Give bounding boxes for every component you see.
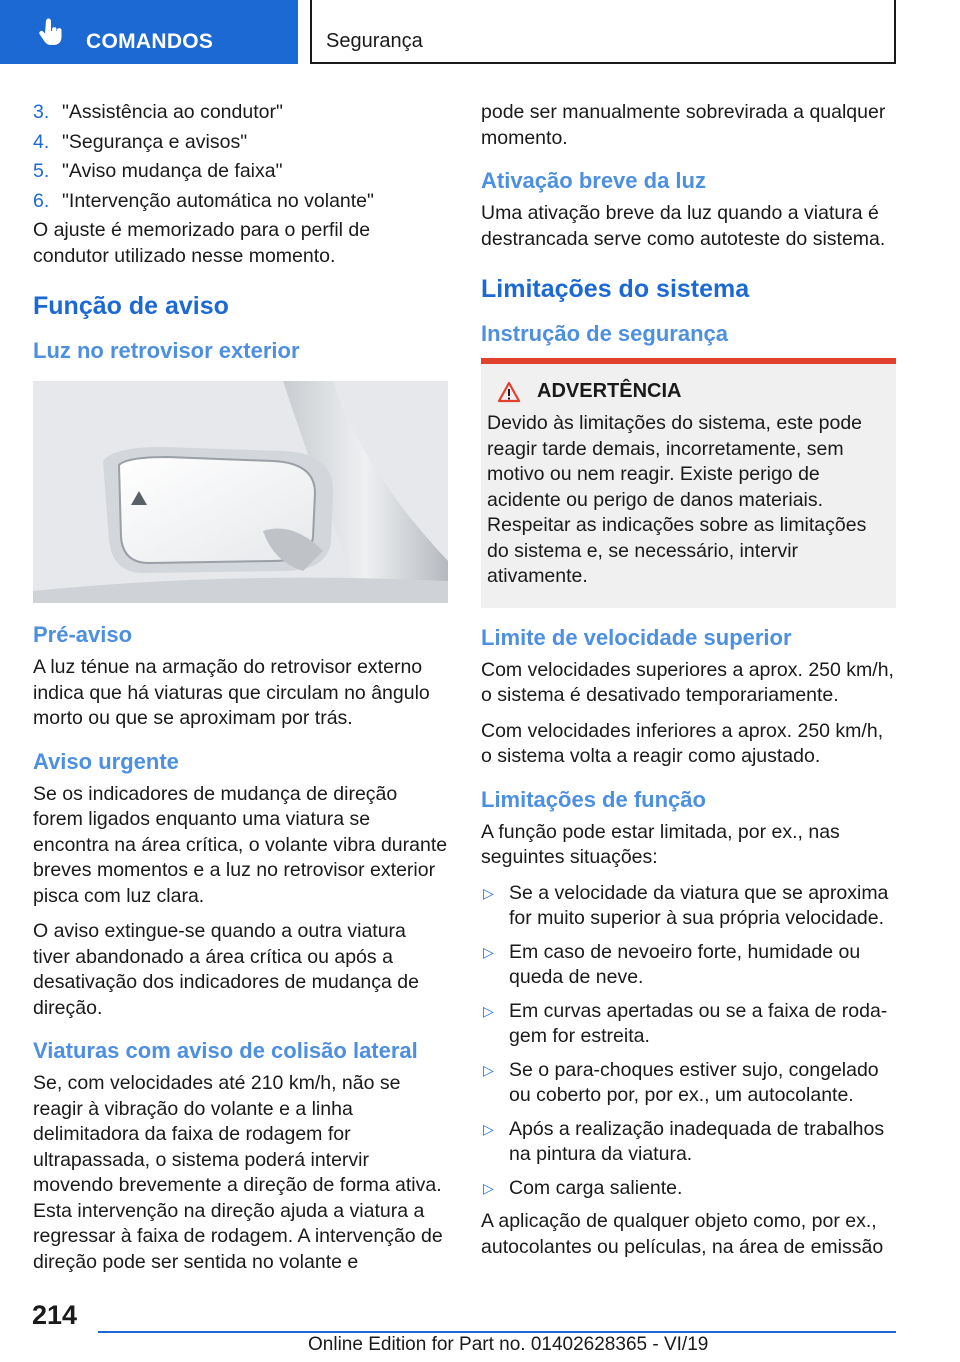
list-item-number: 6. [33, 189, 50, 212]
limitations-list [481, 881, 896, 1202]
paragraph: A luz ténue na armação do retrovisor externo indica que há viaturas que circulam no ângulo morto ou que se aproximam por trás. [33, 656, 430, 729]
heading-aviso-urgente: Aviso urgente [33, 748, 179, 774]
left-column [33, 100, 448, 1285]
list-item-text: Após a realização inadequada de trabalhos na pintura da viatura. [509, 1117, 885, 1165]
paragraph: O ajuste é memorizado para o perfil de condutor utilizado nesse momento. [33, 219, 371, 267]
heading-limitacoes-funcao: Limitações de função [481, 786, 706, 812]
list-item-text: "Assistência ao condutor" [62, 101, 283, 123]
list-item-text: "Segurança e avisos" [62, 130, 248, 153]
right-column [481, 100, 896, 1270]
list-item-number: 4. [33, 130, 50, 153]
list-item-text: Se o para-choques estiver sujo, congelado ou coberto por, por ex., um autocolante. [509, 1058, 879, 1106]
heading-limitacoes-sistema: Limitações do sistema [481, 275, 750, 303]
warning-title [487, 380, 888, 403]
list-item-text: "Intervenção automática no volante" [62, 189, 374, 212]
warning-text: Devido às limitações do sistema, este pode reagir tarde demais, incorretamente, sem motivo ou nem reagir. Existe perigo de acidente ou perigo de danos materiais. Respeitar as indicações sobre as limitações do sistema e, se necessário, intervir ativamente. [487, 412, 867, 587]
paragraph: Com velocidades inferiores a aprox. 250 km/h, o sistema volta a reagir como ajustado. [481, 719, 884, 767]
paragraph: Se os indicadores de mudança de direção forem ligados enquanto uma viatura se encontra na área crítica, o volante vibra durante breves momentos e a luz no retrovisor exterior pisca com luz clara. [33, 782, 448, 907]
paragraph: A função pode estar limitada, por ex., nas seguintes situações: [481, 820, 840, 868]
paragraph: Com velocidades superiores a aprox. 250 km/h, o sistema é desativado temporariamente. [481, 658, 894, 706]
list-item-number: 5. [33, 160, 50, 182]
paragraph: pode ser manualmente sobrevirada a qualquer momento. [481, 101, 886, 149]
paragraph: Se, com velocidades até 210 km/h, não se reagir à vibração do volante e a linha delimitadora da faixa de rodagem for ultrapassada, o sistema poderá intervir movendo brevemente a direção de forma ativa. Esta intervenção na direção ajuda a viatura a regressar à faixa de rodagem. A intervenção de direção pode ser sentida no volante e [33, 1072, 443, 1273]
list-item [481, 881, 896, 932]
side-mirror-image [33, 381, 448, 603]
paragraph: O aviso extingue-se quando a outra viatura tiver abandonado a área crítica ou após a desativação dos indicadores de mudança de direção. [33, 920, 419, 1019]
triangle-bullet-icon: ▷ [483, 884, 494, 901]
heading-ativacao-breve: Ativação breve da luz [481, 168, 706, 193]
triangle-bullet-icon: ▷ [483, 1120, 494, 1137]
list-item [33, 189, 448, 215]
chapter-tab[interactable] [0, 0, 298, 64]
list-item [33, 100, 448, 126]
warning-box [481, 358, 896, 608]
chapter-tab-label: COMANDOS [86, 30, 214, 53]
list-item-text: Em curvas apertadas ou se a faixa de rodagem for estreita. [509, 999, 888, 1047]
footer-edition: Online Edition for Part no. 01402628365 - VI/19 [308, 1334, 709, 1355]
page-number: 214 [32, 1300, 78, 1330]
list-item [33, 159, 448, 185]
list-item-number: 3. [33, 101, 50, 123]
list-item [481, 940, 896, 991]
heading-instrucao-seguranca: Instrução de segurança [481, 321, 728, 346]
warning-title-text: ADVERTÊNCIA [537, 380, 682, 402]
section-title: Segurança [326, 30, 423, 52]
list-item-text: Se a velocidade da viatura que se aproxima for muito superior à sua própria velocidade. [509, 881, 889, 929]
list-item [481, 999, 896, 1050]
hand-pointer-icon [36, 18, 66, 48]
triangle-bullet-icon: ▷ [483, 1061, 494, 1078]
list-item [481, 1176, 896, 1202]
heading-limite-velocidade: Limite de velocidade superior [481, 624, 792, 650]
triangle-bullet-icon: ▷ [483, 943, 494, 960]
paragraph: Uma ativação breve da luz quando a viatura é destrancada serve como autoteste do sistema. [481, 202, 886, 250]
list-item [481, 1117, 896, 1168]
list-item-text: Em caso de nevoeiro forte, humidade ou queda de neve. [509, 940, 861, 988]
list-item-text: "Aviso mudança de faixa" [62, 160, 283, 182]
paragraph: A aplicação de qualquer objeto como, por ex., autocolantes ou películas, na área de emissão [481, 1210, 884, 1258]
heading-funcao-de-aviso: Função de aviso [33, 292, 229, 320]
settings-path-list [33, 100, 448, 214]
triangle-bullet-icon: ▷ [483, 1002, 494, 1019]
mirror-illustration [33, 381, 448, 603]
list-item [33, 130, 448, 156]
heading-viaturas-colisao-lateral: Viaturas com aviso de colisão lateral [33, 1038, 418, 1063]
list-item-text: Com carga saliente. [509, 1176, 683, 1199]
heading-pre-aviso: Pré-aviso [33, 622, 133, 647]
triangle-bullet-icon: ▷ [483, 1179, 494, 1196]
heading-luz-retrovisor: Luz no retrovisor exterior [33, 338, 300, 363]
footer-rule [98, 1331, 896, 1333]
warning-triangle-icon [497, 381, 521, 403]
list-item [481, 1058, 896, 1109]
